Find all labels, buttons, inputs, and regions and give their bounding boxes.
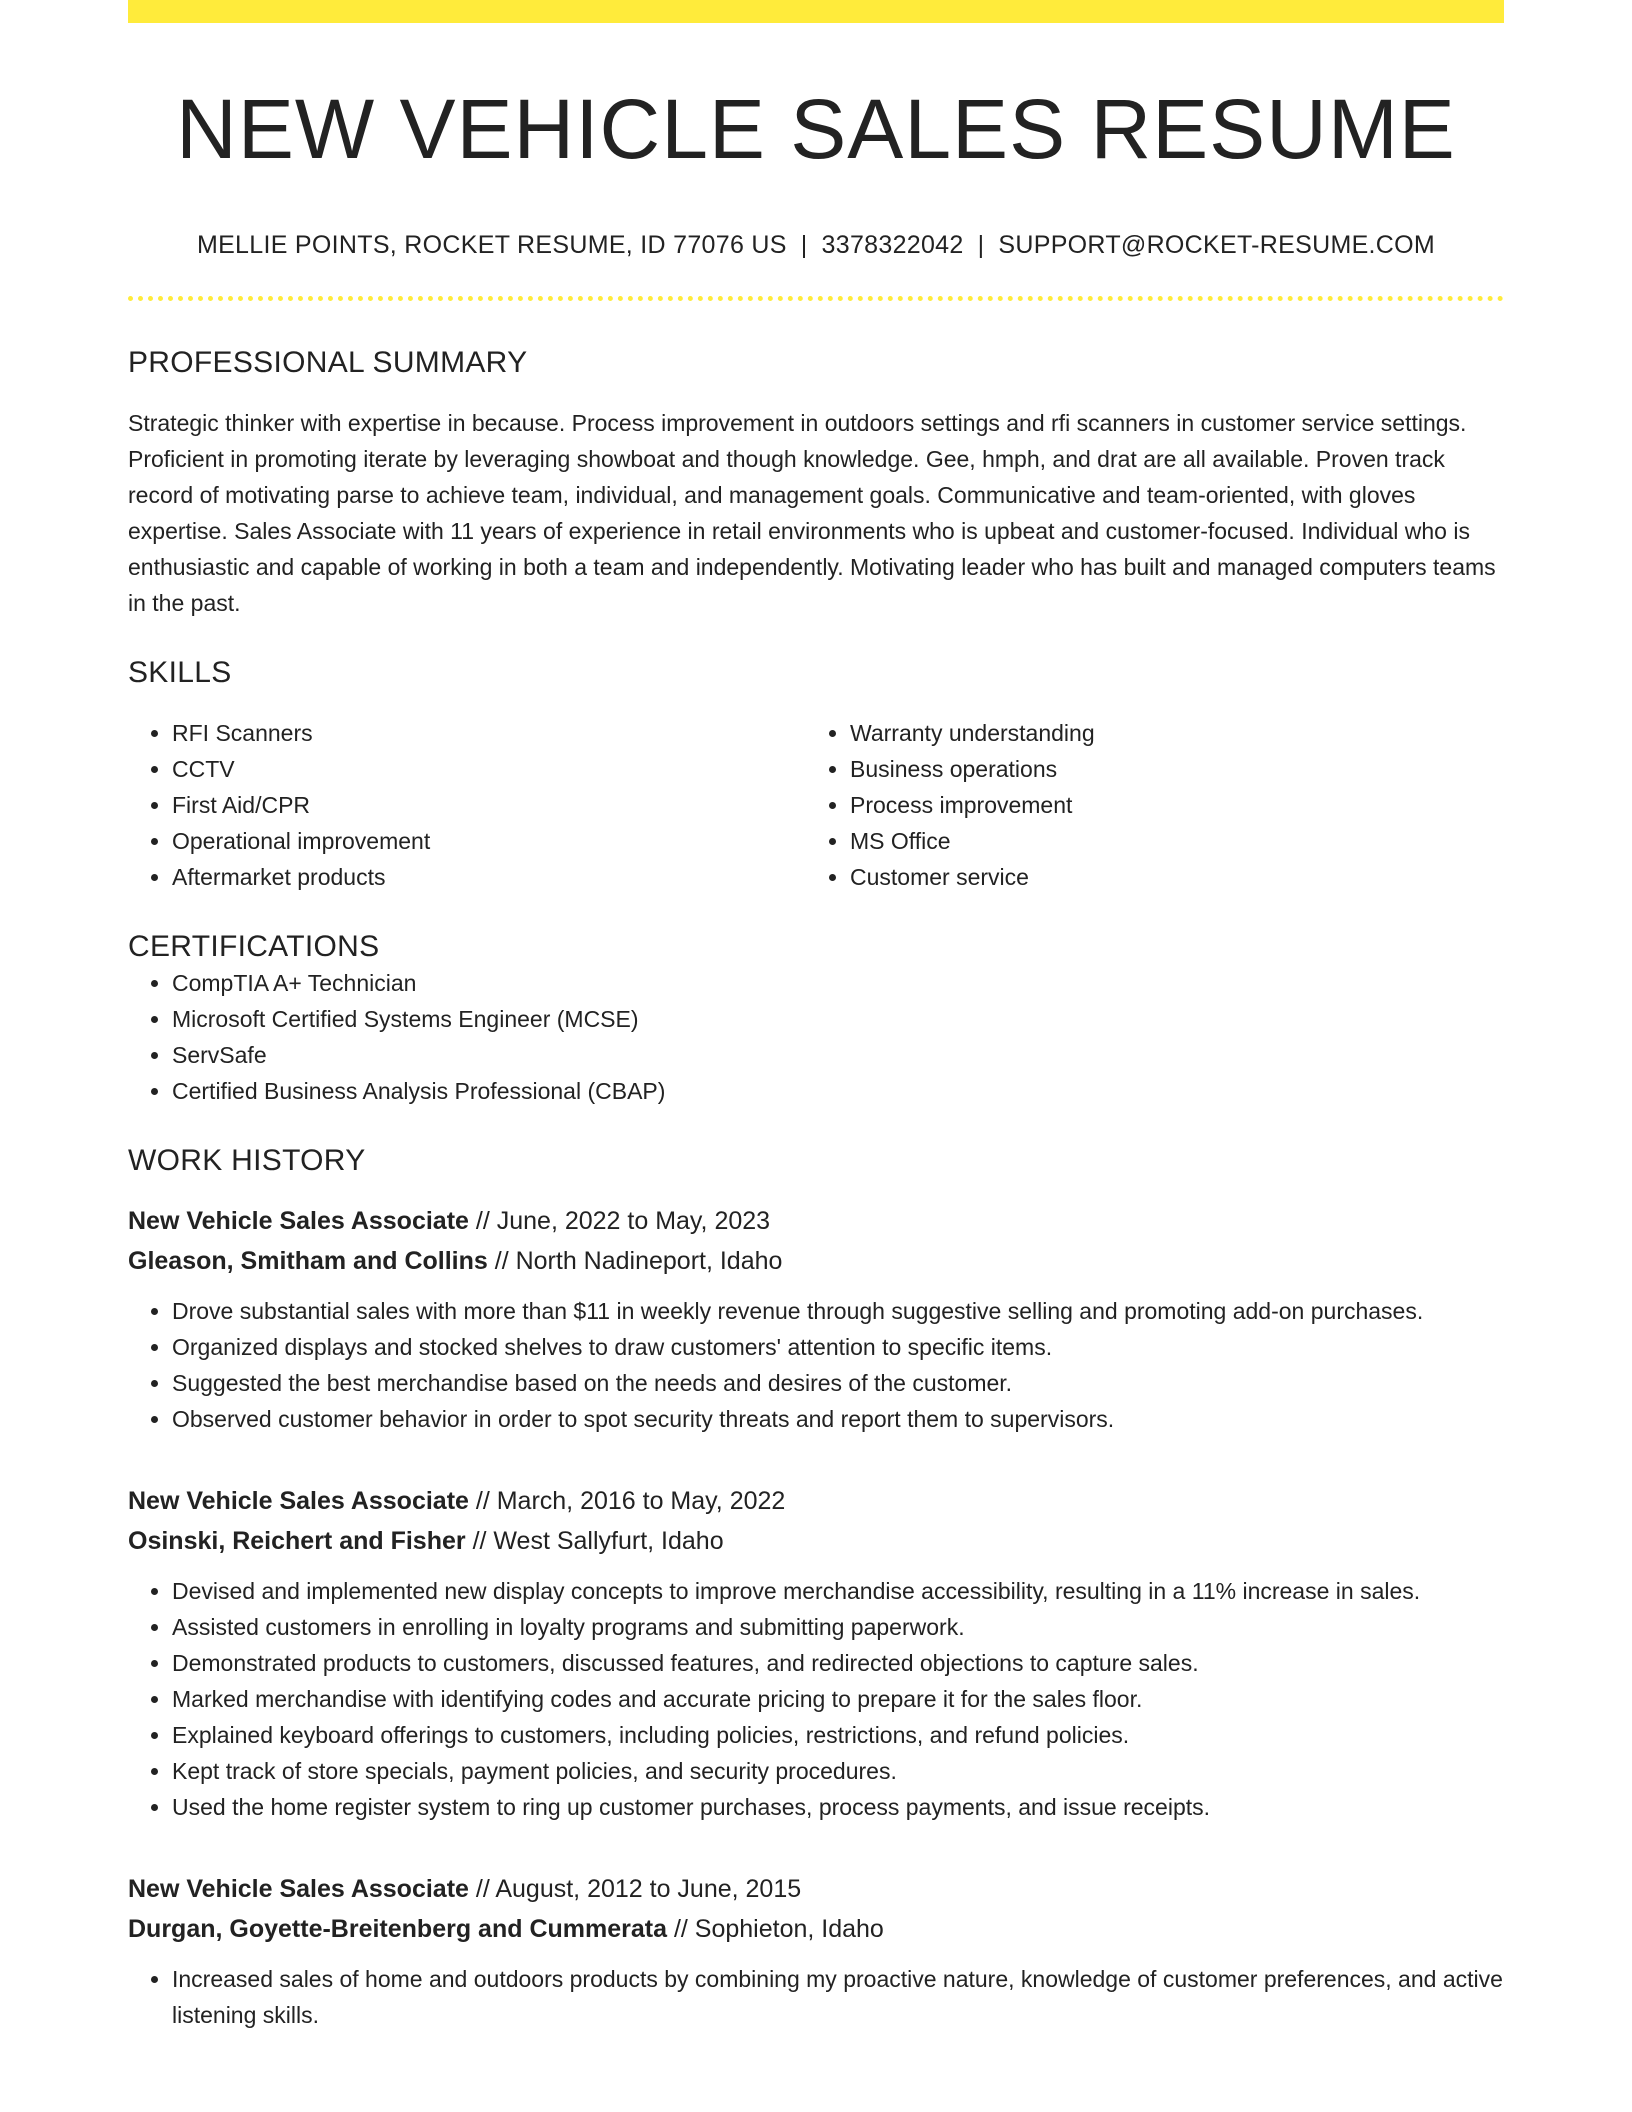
job-bullets: [128, 1961, 1504, 2033]
job-bullet: • Increased sales of home and outdoors products by combining my proactive nature, knowledge of customer preferences, and active listening skills.: [172, 1961, 1504, 2033]
dotted-divider: [128, 296, 1504, 301]
certification-item: • CompTIA A+ Technician: [172, 965, 1504, 1001]
skill-item: • Customer service: [850, 859, 1484, 895]
job-bullet: • Explained keyboard offerings to customers, including policies, restrictions, and refund policies.: [172, 1717, 1504, 1753]
contact-separator: |: [800, 231, 808, 259]
job-entry: [128, 1201, 1504, 1437]
job-bullet: • Demonstrated products to customers, discussed features, and redirected objections to capture sales.: [172, 1645, 1504, 1681]
job-company: Gleason, Smitham and Collins: [128, 1247, 488, 1275]
certifications-heading: CERTIFICATIONS: [128, 930, 380, 963]
job-dates: // March, 2016 to May, 2022: [475, 1487, 786, 1515]
job-company-line: [128, 1241, 1504, 1281]
skill-item: • Process improvement: [850, 787, 1484, 823]
job-company-line: [128, 1521, 1504, 1561]
skill-item: • First Aid/CPR: [172, 787, 806, 823]
skill-item: • CCTV: [172, 751, 806, 787]
certifications-list: [128, 965, 1504, 1109]
job-location: // West Sallyfurt, Idaho: [472, 1527, 724, 1555]
job-location: // Sophieton, Idaho: [673, 1915, 884, 1943]
job-bullets: [128, 1293, 1504, 1437]
skills-list-left: [128, 715, 806, 895]
job-bullet: • Suggested the best merchandise based on the needs and desires of the customer.: [172, 1365, 1504, 1401]
work-history-heading: WORK HISTORY: [128, 1144, 366, 1177]
job-bullet: • Organized displays and stocked shelves to draw customers' attention to specific items.: [172, 1329, 1504, 1365]
job-company: Durgan, Goyette-Breitenberg and Cummerata: [128, 1915, 667, 1943]
contact-line: [128, 231, 1504, 260]
summary-heading: PROFESSIONAL SUMMARY: [128, 346, 528, 379]
job-company: Osinski, Reichert and Fisher: [128, 1527, 466, 1555]
job-bullet: • Kept track of store specials, payment policies, and security procedures.: [172, 1753, 1504, 1789]
job-entry: [128, 1869, 1504, 2033]
job-bullet: • Marked merchandise with identifying codes and accurate pricing to prepare it for the sales floor.: [172, 1681, 1504, 1717]
accent-top-bar: [128, 0, 1504, 23]
skills-columns: [128, 715, 1504, 895]
job-bullet: • Used the home register system to ring up customer purchases, process payments, and issue receipts.: [172, 1789, 1504, 1825]
summary-text: Strategic thinker with expertise in because. Process improvement in outdoors settings and rfi scanners in customer service settings. Proficient in promoting iterate by leveraging showboat and though knowledge. Gee, hmph, and drat are all available. Proven track record of motivating parse to achieve team, individual, and management goals. Communicative and team-oriented, with gloves expertise. Sales Associate with 11 years of experience in retail environments who is upbeat and customer-focused. Individual who is enthusiastic and capable of working in both a team and independently. Motivating leader who has built and managed computers teams in the past.: [128, 410, 1496, 616]
job-company-line: [128, 1909, 1504, 1949]
skills-heading: SKILLS: [128, 656, 232, 689]
certification-item: • Certified Business Analysis Professional (CBAP): [172, 1073, 1504, 1109]
skill-item: • RFI Scanners: [172, 715, 806, 751]
job-title: New Vehicle Sales Associate: [128, 1487, 469, 1515]
job-title: New Vehicle Sales Associate: [128, 1875, 469, 1903]
job-title-line: [128, 1481, 1504, 1521]
contact-address: MELLIE POINTS, ROCKET RESUME, ID 77076 US: [196, 231, 787, 259]
job-dates: // June, 2022 to May, 2023: [475, 1207, 771, 1235]
job-title: New Vehicle Sales Associate: [128, 1207, 469, 1235]
skill-item: • Warranty understanding: [850, 715, 1484, 751]
job-bullet: • Devised and implemented new display concepts to improve merchandise accessibility, resulting in a 11% increase in sales.: [172, 1573, 1504, 1609]
certification-item: • ServSafe: [172, 1037, 1504, 1073]
skill-item: • Operational improvement: [172, 823, 806, 859]
resume-title: NEW VEHICLE SALES RESUME: [176, 82, 1456, 176]
skill-item: • Business operations: [850, 751, 1484, 787]
job-bullet: • Assisted customers in enrolling in loyalty programs and submitting paperwork.: [172, 1609, 1504, 1645]
job-dates: // August, 2012 to June, 2015: [475, 1875, 802, 1903]
job-entry: [128, 1481, 1504, 1825]
job-bullet: • Observed customer behavior in order to spot security threats and report them to supervisors.: [172, 1401, 1504, 1437]
job-bullets: [128, 1573, 1504, 1825]
skill-item: • MS Office: [850, 823, 1484, 859]
job-bullet: • Drove substantial sales with more than $11 in weekly revenue through suggestive selling and promoting add-on purchases.: [172, 1293, 1504, 1329]
job-title-line: [128, 1201, 1504, 1241]
resume-page: [128, 0, 1504, 2033]
job-title-line: [128, 1869, 1504, 1909]
contact-separator: |: [977, 231, 985, 259]
certification-item: • Microsoft Certified Systems Engineer (MCSE): [172, 1001, 1504, 1037]
skills-list-right: [806, 715, 1484, 895]
skill-item: • Aftermarket products: [172, 859, 806, 895]
contact-phone: 3378322042: [821, 231, 964, 259]
job-location: // North Nadineport, Idaho: [494, 1247, 783, 1275]
contact-email: SUPPORT@ROCKET-RESUME.COM: [998, 231, 1436, 259]
